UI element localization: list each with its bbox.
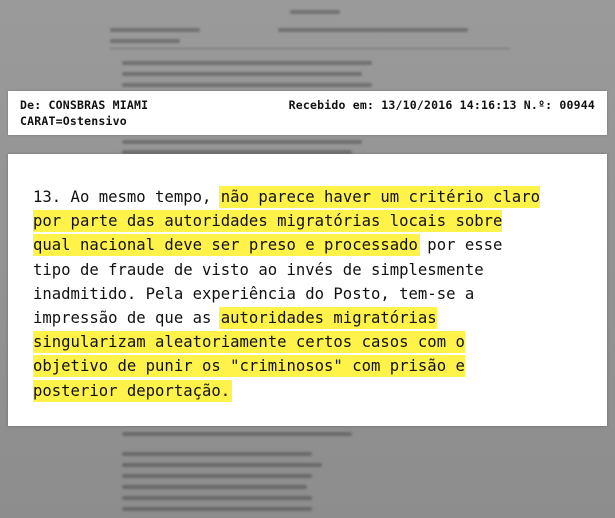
bg-text-line (122, 432, 352, 436)
classification-line: CARAT=Ostensivo (20, 114, 127, 128)
paragraph-13 (33, 185, 540, 403)
text-segment: por esse tipo de fraude de visto ao invés de simplesmente inadmitido. Pela experiência do Posto, tem-se a impressão de que as (33, 236, 503, 328)
sender-line: De: CONSBRAS MIAMI (20, 98, 149, 112)
bg-text-line (122, 485, 307, 489)
bg-text-line (110, 39, 180, 43)
bg-text-line (122, 61, 372, 65)
bg-text-line (122, 452, 312, 456)
bg-text-line (122, 474, 312, 478)
bg-text-line (278, 28, 468, 32)
bg-text-line (290, 10, 340, 14)
document-excerpt (8, 154, 607, 426)
bg-text-line (122, 496, 312, 500)
bg-text-line (110, 28, 200, 32)
bg-text-line (122, 507, 312, 511)
bg-text-line (122, 463, 322, 467)
header-left (20, 97, 148, 129)
bg-rule (110, 48, 510, 49)
text-segment: 13. Ao mesmo tempo, (33, 188, 221, 206)
highlighted-segment: autoridades migratórias singularizam aleatoriamente certos casos com o objetivo de punir os "criminosos" com prisão e posterior deportação. (33, 309, 465, 400)
received-line: Recebido em: 13/10/2016 14:16:13 N.º: 00944 (288, 98, 595, 112)
cable-header (8, 91, 607, 135)
bg-text-line (122, 83, 372, 87)
bg-text-line (122, 140, 362, 144)
bg-text-line (122, 72, 362, 76)
highlighted-segment: não parece haver um critério claro por parte das autoridades migratórias locais sobre qual nacional deve ser preso e processado (33, 188, 540, 255)
